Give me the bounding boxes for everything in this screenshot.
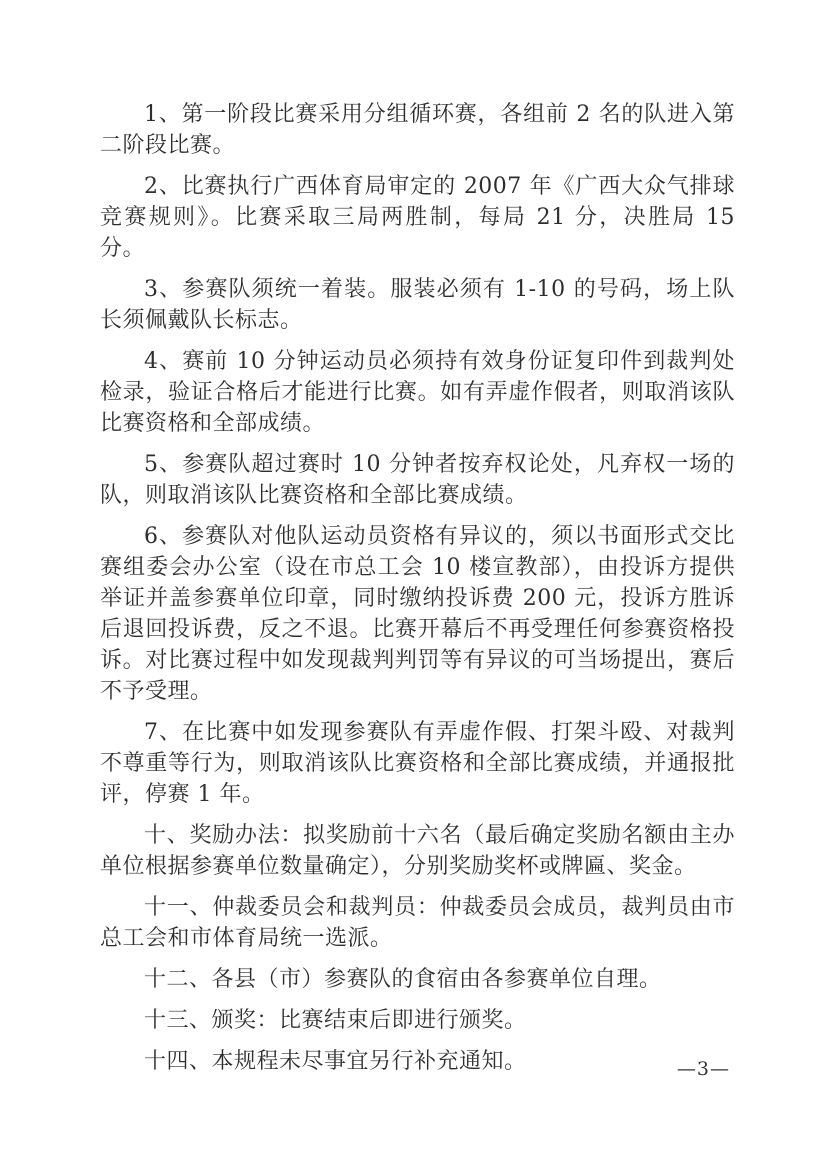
clause-6: 6、参赛队对他队运动员资格有异议的，须以书面形式交比赛组委会办公室（设在市总工会 10 楼宣教部），由投诉方提供举证并盖参赛单位印章，同时缴纳投诉费 200 元，投诉方胜诉后退回投诉费，反之不退。比赛开幕后不再受理任何参赛资格投诉。对比赛过程中如发现裁判判罚等有异议的可当场提出，赛后不予受理。 — [100, 524, 735, 704]
page-number: —3— — [676, 1058, 730, 1080]
clause-3: 3、参赛队须统一着装。服装必须有 1-10 的号码，场上队长须佩戴队长标志。 — [100, 277, 735, 333]
document-body — [100, 99, 735, 1087]
clause-1: 1、第一阶段比赛采用分组循环赛，各组前 2 名的队进入第二阶段比赛。 — [100, 102, 735, 158]
clause-5: 5、参赛队超过赛时 10 分钟者按弃权论处，凡弃权一场的队，则取消该队比赛资格和全部比赛成绩。 — [100, 452, 735, 508]
clause-11: 十一、仲裁委员会和裁判员：仲裁委员会成员，裁判员由市总工会和市体育局统一选派。 — [100, 895, 735, 951]
clause-4: 4、赛前 10 分钟运动员必须持有效身份证复印件到裁判处检录，验证合格后才能进行比赛。如有弄虚作假者，则取消该队比赛资格和全部成绩。 — [100, 349, 735, 436]
clause-12: 十二、各县（市）参赛队的食宿由各参赛单位自理。 — [144, 967, 662, 992]
clause-10: 十、奖励办法：拟奖励前十六名（最后确定奖励名额由主办单位根据参赛单位数量确定），分别奖励奖杯或牌匾、奖金。 — [100, 823, 735, 879]
clause-7: 7、在比赛中如发现参赛队有弄虚作假、打架斗殴、对裁判不尊重等行为，则取消该队比赛资格和全部比赛成绩，并通报批评，停赛 1 年。 — [100, 720, 735, 807]
clause-2: 2、比赛执行广西体育局审定的 2007 年《广西大众气排球竞赛规则》。比赛采取三局两胜制，每局 21 分，决胜局 15 分。 — [100, 174, 735, 261]
clause-14: 十四、本规程未尽事宜另行补充通知。 — [144, 1049, 527, 1074]
clause-13: 十三、颁奖：比赛结束后即进行颁奖。 — [144, 1008, 527, 1033]
